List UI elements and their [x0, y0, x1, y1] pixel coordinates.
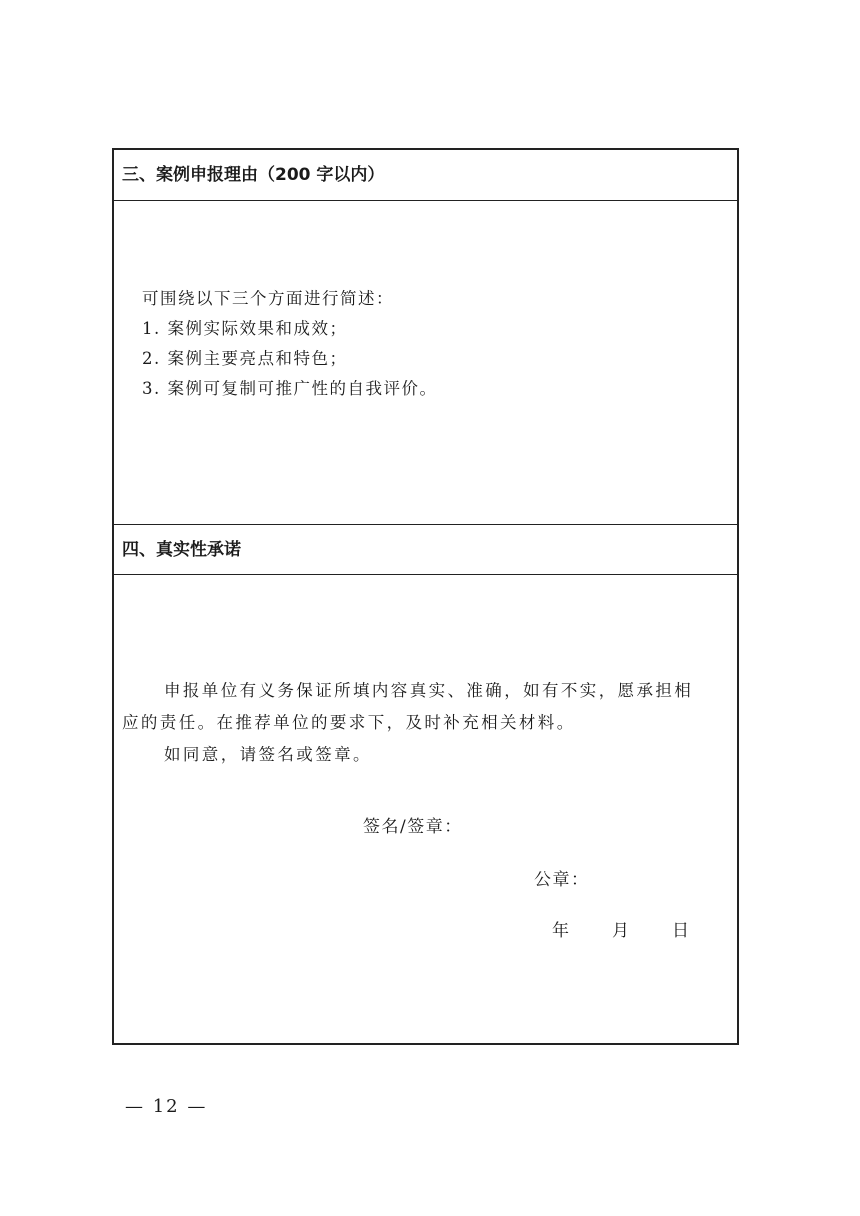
- date-year: 年: [552, 921, 569, 941]
- section-4-heading: 四、真实性承诺: [114, 524, 737, 575]
- commitment-text-line-1: 申报单位有义务保证所填内容真实、准确，如有不实，愿承担相: [164, 681, 694, 700]
- date-month: 月: [612, 921, 629, 941]
- guidance-item-1: 1. 案例实际效果和成效；: [142, 319, 348, 338]
- section-3-intro: 可围绕以下三个方面进行简述：: [142, 289, 394, 308]
- section-4-body: [114, 575, 737, 1043]
- section-3-heading: 三、案例申报理由（200 字以内）: [114, 150, 737, 201]
- commitment-text-line-2: 应的责任。在推荐单位的要求下，及时补充相关材料。: [122, 713, 576, 732]
- signature-label: 签名/签章：: [363, 817, 463, 837]
- section-3-body: [114, 201, 737, 524]
- date-day: 日: [672, 921, 689, 941]
- consent-text: 如同意，请签名或签章。: [164, 745, 372, 764]
- seal-label: 公章：: [534, 870, 590, 890]
- guidance-item-3: 3. 案例可复制可推广性的自我评价。: [142, 379, 438, 398]
- guidance-item-2: 2. 案例主要亮点和特色；: [142, 349, 348, 368]
- application-form-table: [112, 148, 739, 1045]
- page-number: — 12 —: [125, 1096, 208, 1117]
